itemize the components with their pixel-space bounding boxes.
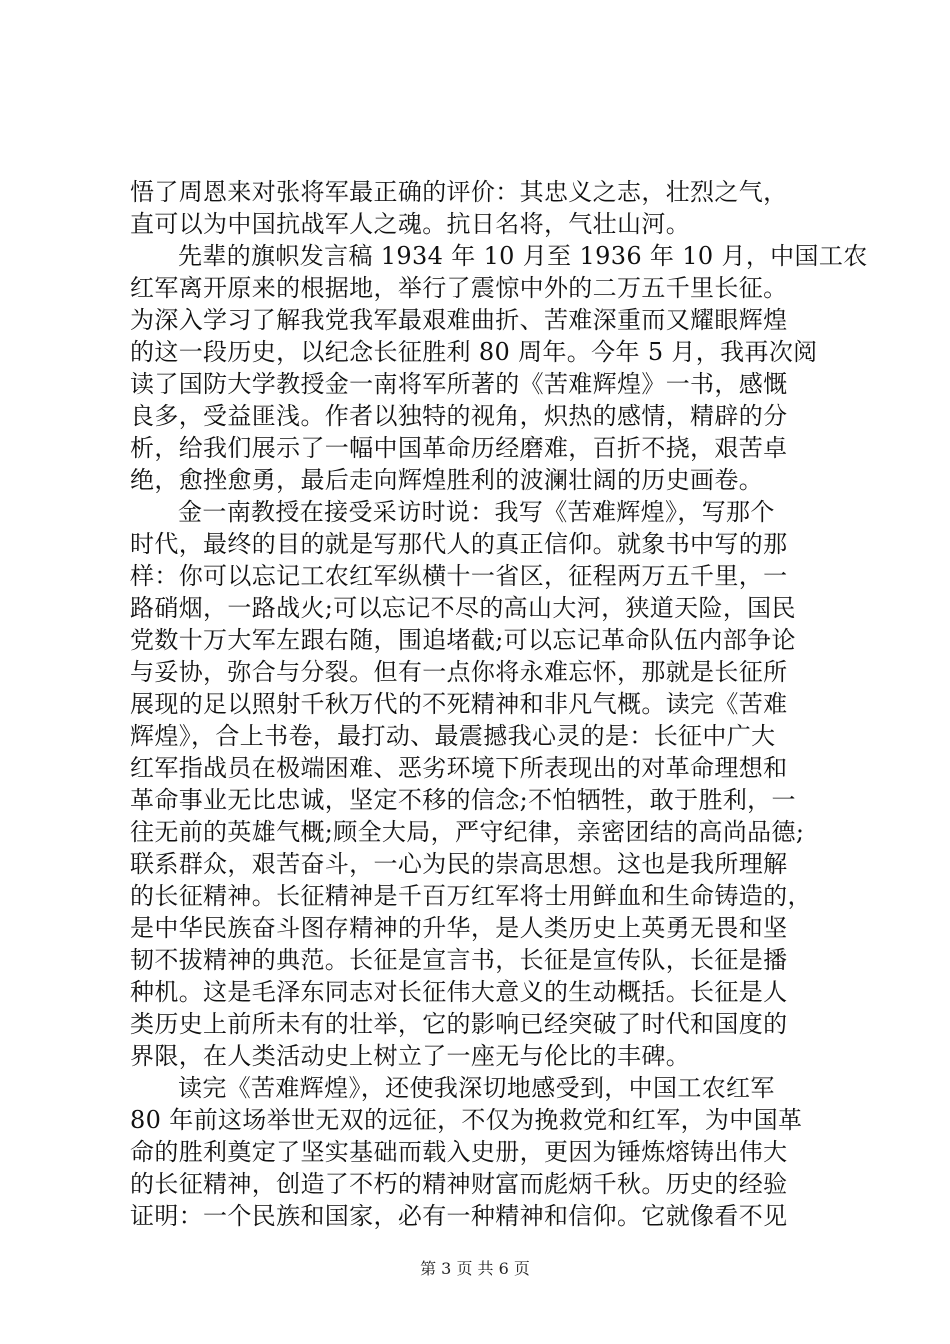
text-line: 直可以为中国抗战军人之魂。抗日名将，气壮山河。 — [130, 210, 691, 238]
text-line: 金一南教授在接受采访时说：我写《苦难辉煌》，写那个 — [178, 498, 775, 526]
text-line: 绝，愈挫愈勇，最后走向辉煌胜利的波澜壮阔的历史画卷。 — [130, 466, 764, 494]
text-line: 红军指战员在极端困难、恶劣环境下所表现出的对革命理想和 — [130, 754, 788, 782]
text-line: 韧不拔精神的典范。长征是宣言书，长征是宣传队，长征是播 — [130, 946, 788, 974]
text-line: 良多，受益匪浅。作者以独特的视角，炽热的感情，精辟的分 — [130, 402, 788, 430]
text-line: 读了国防大学教授金一南将军所著的《苦难辉煌》一书，感慨 — [130, 370, 788, 398]
body-text — [130, 176, 868, 1232]
text-line: 与妥协，弥合与分裂。但有一点你将永难忘怀，那就是长征所 — [130, 658, 788, 686]
text-line: 种机。这是毛泽东同志对长征伟大意义的生动概括。长征是人 — [130, 978, 788, 1006]
text-line: 80 年前这场举世无双的远征，不仅为挽救党和红军，为中国革 — [130, 1106, 803, 1134]
text-line: 路硝烟，一路战火;可以忘记不尽的高山大河，狭道天险，国民 — [130, 594, 796, 622]
text-line: 的长征精神。长征精神是千百万红军将士用鲜血和生命铸造的， — [130, 882, 812, 910]
text-line: 的这一段历史，以纪念长征胜利 80 周年。今年 5 月，我再次阅 — [130, 338, 818, 366]
text-line: 展现的足以照射千秋万代的不死精神和非凡气概。读完《苦难 — [130, 690, 788, 718]
text-line: 读完《苦难辉煌》，还使我深切地感受到，中国工农红军 — [178, 1074, 775, 1102]
text-line: 界限，在人类活动史上树立了一座无与伦比的丰碑。 — [130, 1042, 691, 1070]
text-line: 为深入学习了解我党我军最艰难曲折、苦难深重而又耀眼辉煌 — [130, 306, 788, 334]
page-footer: 第 3 页 共 6 页 — [420, 1259, 530, 1278]
text-line: 的长征精神，创造了不朽的精神财富而彪炳千秋。历史的经验 — [130, 1170, 788, 1198]
text-line: 是中华民族奋斗图存精神的升华，是人类历史上英勇无畏和坚 — [130, 914, 788, 942]
text-line: 党数十万大军左跟右随，围追堵截;可以忘记革命队伍内部争论 — [130, 626, 796, 654]
text-line: 证明：一个民族和国家，必有一种精神和信仰。它就像看不见 — [130, 1202, 788, 1230]
text-line: 类历史上前所未有的壮举，它的影响已经突破了时代和国度的 — [130, 1010, 788, 1038]
text-line: 析，给我们展示了一幅中国革命历经磨难，百折不挠，艰苦卓 — [130, 434, 788, 462]
text-line: 悟了周恩来对张将军最正确的评价：其忠义之志，壮烈之气， — [130, 178, 788, 206]
text-line: 时代，最终的目的就是写那代人的真正信仰。就象书中写的那 — [130, 530, 788, 558]
text-line: 往无前的英雄气概;顾全大局，严守纪律，亲密团结的高尚品德; — [130, 818, 805, 846]
text-line: 样：你可以忘记工农红军纵横十一省区，征程两万五千里，一 — [130, 562, 788, 590]
text-line: 辉煌》，合上书卷，最打动、最震撼我心灵的是：长征中广大 — [130, 722, 776, 750]
text-line: 先辈的旗帜发言稿 1934 年 10 月至 1936 年 10 月，中国工农 — [178, 242, 868, 270]
text-line: 联系群众，艰苦奋斗，一心为民的崇高思想。这也是我所理解 — [130, 850, 788, 878]
text-line: 命的胜利奠定了坚实基础而载入史册，更因为锤炼熔铸出伟大 — [130, 1138, 788, 1166]
text-line: 革命事业无比忠诚，坚定不移的信念;不怕牺牲，敢于胜利，一 — [130, 786, 796, 814]
text-line: 红军离开原来的根据地，举行了震惊中外的二万五千里长征。 — [130, 274, 788, 302]
